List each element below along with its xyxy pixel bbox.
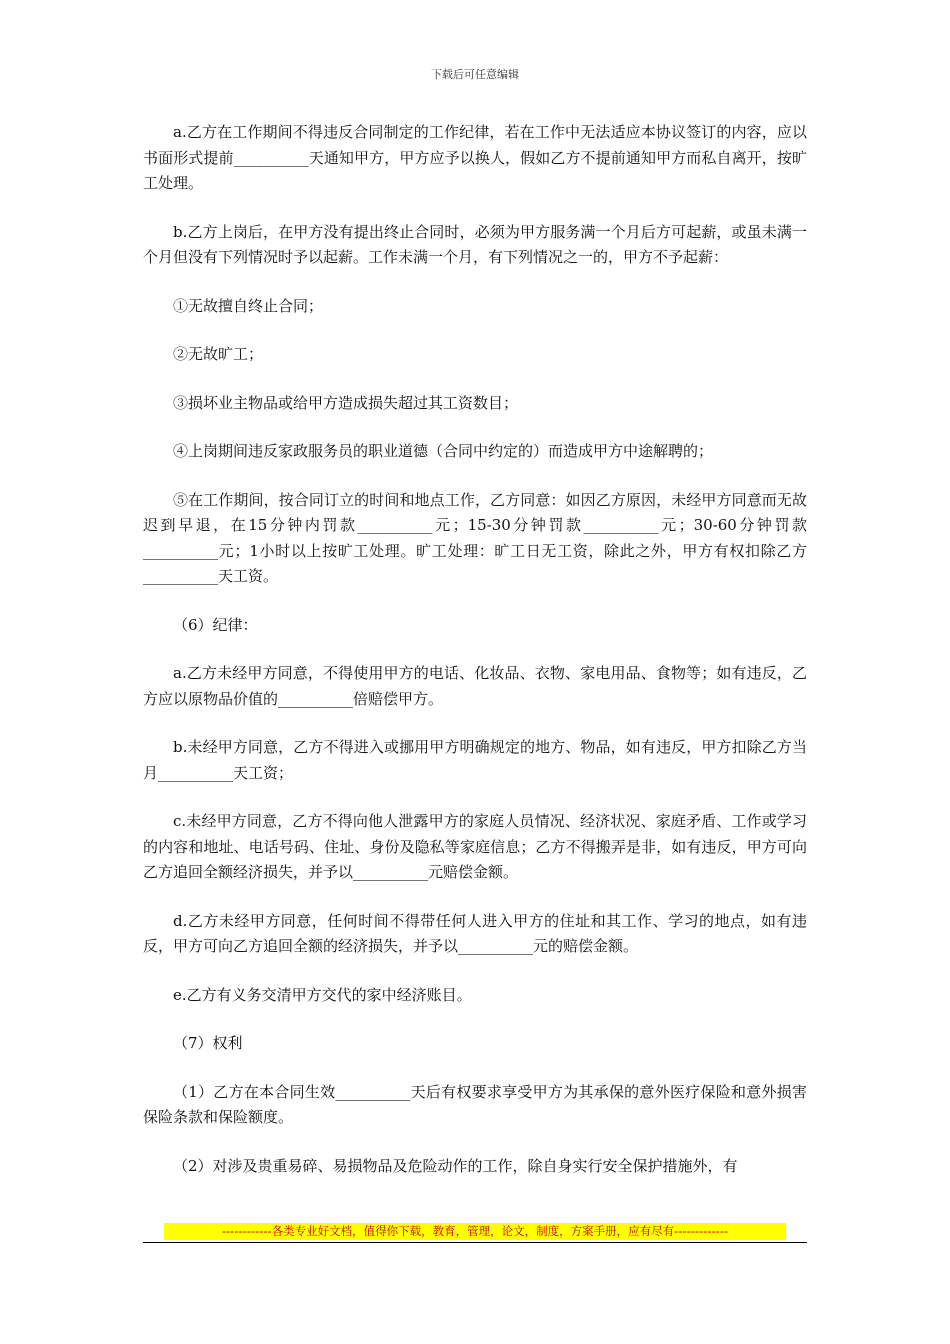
section-heading: （6）纪律： — [173, 615, 258, 634]
paragraph: ②无故旷工； — [173, 345, 264, 363]
footer-banner: ------------各类专业好文档，值得你下载，教育，管理，论文，制度，方案手册，应有尽有------------- — [164, 1223, 786, 1240]
paragraph: （2）对涉及贵重易碎、易损物品及危险动作的工作，除自身实行安全保护措施外，有 — [173, 1156, 738, 1175]
page-header: 下载后可任意编辑 — [431, 68, 519, 81]
paragraph: （1）乙方在本合同生效__________天后有权要求享受甲方为其承保的意外医疗保险和意外损害保险条款和保险额度。 — [143, 1082, 807, 1126]
paragraph: b.乙方上岗后，在甲方没有提出终止合同时，必须为甲方服务满一个月后方可起薪，或虽未满一个月但没有下列情况时予以起薪。工作未满一个月，有下列情况之一的，甲方不予起薪： — [143, 222, 807, 266]
document-body — [143, 120, 807, 1202]
paragraph: b.未经甲方同意，乙方不得进入或挪用甲方明确规定的地方、物品，如有违反，甲方扣除乙方当月__________天工资； — [143, 738, 807, 782]
paragraph: a.乙方未经甲方同意，不得使用甲方的电话、化妆品、衣物、家电用品、食物等；如有违反，乙方应以原物品价值的__________倍赔偿甲方。 — [143, 664, 807, 708]
paragraph: c.未经甲方同意，乙方不得向他人泄露甲方的家庭人员情况、经济状况、家庭矛盾、工作或学习的内容和地址、电话号码、住址、身份及隐私等家庭信息；乙方不得搬弄是非，如有违反，甲方可向乙方追回全额经济损失，并予以__________元赔偿金额。 — [143, 812, 807, 881]
paragraph: ⑤在工作期间，按合同订立的时间和地点工作，乙方同意：如因乙方原因，未经甲方同意而无故迟到早退，在15分钟内罚款__________元；15-30分钟罚款__________元；30-60分钟罚款__________元；1小时以上按旷工处理。旷工处理：旷工日无工资，除此之外，甲方有权扣除乙方__________天工资。 — [143, 490, 807, 585]
paragraph: ①无故擅自终止合同； — [173, 296, 324, 315]
section-heading: （7）权利 — [173, 1034, 243, 1052]
paragraph: ④上岗期间违反家政服务员的职业道德（合同中约定的）而造成甲方中途解聘的； — [173, 442, 714, 460]
paragraph: e.乙方有义务交清甲方交代的家中经济账目。 — [173, 985, 472, 1004]
footer-divider — [143, 1242, 807, 1243]
paragraph: ③损坏业主物品或给甲方造成损失超过其工资数目； — [173, 393, 519, 412]
paragraph: d.乙方未经甲方同意，任何时间不得带任何人进入甲方的住址和其工作、学习的地点，如有违反，甲方可向乙方追回全额的经济损失，并予以__________元的赔偿金额。 — [143, 911, 807, 955]
paragraph: a.乙方在工作期间不得违反合同制定的工作纪律，若在工作中无法适应本协议签订的内容，应以书面形式提前__________天通知甲方，甲方应予以换人，假如乙方不提前通知甲方而私自离开，按旷工处理。 — [143, 123, 807, 192]
